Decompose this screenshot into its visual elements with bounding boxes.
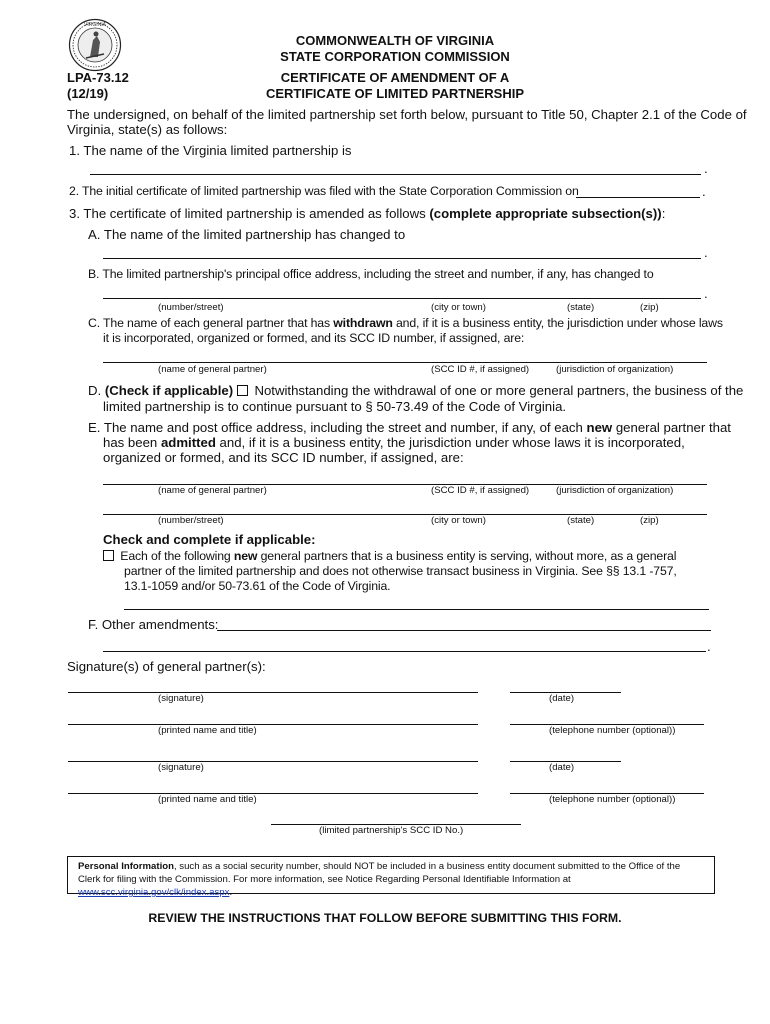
- itemC-line2: it is incorporated, organized or formed, and its SCC ID number, if assigned, are:: [103, 331, 525, 345]
- check-line2: partner of the limited partnership and does not otherwise transact business in Virginia. See §§ 13.1 -757,: [124, 564, 677, 578]
- label-gp-name: (name of general partner): [158, 364, 267, 375]
- other-amendments-field-2[interactable]: [103, 651, 706, 652]
- item2-text: 2. The initial certificate of limited partnership was filed with the State Corporation Commission on: [69, 184, 579, 198]
- label-printed-name-2: (printed name and title): [158, 794, 257, 805]
- form-date: (12/19): [67, 86, 109, 101]
- label-zip: (zip): [640, 302, 659, 313]
- form-number: LPA-73.12: [67, 70, 129, 85]
- label-street: (number/street): [158, 302, 224, 313]
- label-date-2: (date): [549, 762, 575, 773]
- label-city: (city or town): [431, 302, 486, 313]
- continue-business-checkbox[interactable]: [237, 385, 248, 396]
- seal-text: VIRGINIA: [84, 22, 106, 28]
- item3-text: 3. The certificate of limited partnership is amended as follows (complete appropriate subsection(s)):: [69, 206, 666, 221]
- header-commonwealth: COMMONWEALTH OF VIRGINIA: [295, 33, 495, 48]
- label-scc-id: (SCC ID #, if assigned): [431, 364, 530, 375]
- personal-info-notice: Personal Information, such as a social security number, should NOT be included in a business entity document submitted to the Office of the Clerk for filing with the Commission. For more information, see Notice Regarding Personal Identifiable Information at www.scc.virginia.gov/clk/index.aspx.: [67, 856, 715, 894]
- virginia-seal: [68, 18, 122, 72]
- itemF-end: .: [707, 639, 711, 654]
- label-jurisdiction-2: (jurisdiction of organization): [556, 485, 674, 496]
- signature-field-2[interactable]: [68, 761, 478, 762]
- footer-instructions: REVIEW THE INSTRUCTIONS THAT FOLLOW BEFORE SUBMITTING THIS FORM.: [148, 911, 622, 925]
- item2-end: .: [702, 184, 706, 199]
- label-scc-id-2: (SCC ID #, if assigned): [431, 485, 530, 496]
- printed-name-field-1[interactable]: [68, 724, 478, 725]
- withdrawn-partner-field[interactable]: [103, 362, 707, 363]
- item1-end: .: [704, 161, 708, 176]
- itemD-line1: D. (Check if applicable) Notwithstanding the withdrawal of one or more general partners, the business of the: [88, 383, 744, 398]
- label-lp-scc-id: (limited partnership's SCC ID No.): [319, 825, 464, 836]
- signature-field-1[interactable]: [68, 692, 478, 693]
- header-cert-amendment: CERTIFICATE OF AMENDMENT OF A: [280, 70, 510, 85]
- scc-link[interactable]: www.scc.virginia.gov/clk/index.aspx: [78, 887, 230, 898]
- intro-line2: Virginia, state(s) as follows:: [67, 122, 228, 137]
- itemE-line1: E. The name and post office address, including the street and number, if any, of each new general partner that: [88, 420, 731, 435]
- label-state-2: (state): [567, 515, 595, 526]
- item1-text: 1. The name of the Virginia limited partnership is: [69, 143, 352, 158]
- label-telephone-2: (telephone number (optional)): [549, 794, 676, 805]
- itemB-end: .: [704, 286, 708, 301]
- itemC-line1: C. The name of each general partner that has withdrawn and, if it is a business entity, the jurisdiction under whose laws: [88, 316, 723, 330]
- signature-heading: Signature(s) of general partner(s):: [67, 659, 266, 674]
- label-jurisdiction: (jurisdiction of organization): [556, 364, 674, 375]
- check-title: Check and complete if applicable:: [103, 532, 316, 547]
- itemD-line2: limited partnership is to continue pursuant to § 50-73.49 of the Code of Virginia.: [103, 399, 567, 414]
- initial-filing-date-field[interactable]: [576, 197, 700, 198]
- label-gp-name-2: (name of general partner): [158, 485, 267, 496]
- itemE-line2: has been admitted and, if it is a business entity, the jurisdiction under whose laws it is incorporated,: [103, 435, 685, 450]
- other-amendments-field[interactable]: [217, 630, 711, 631]
- itemE-line3: organized or formed, and its SCC ID number, if assigned, are:: [103, 450, 464, 465]
- label-state: (state): [567, 302, 595, 313]
- itemF-text: F. Other amendments:: [88, 617, 219, 632]
- label-street-2: (number/street): [158, 515, 224, 526]
- business-entity-partners-field[interactable]: [124, 609, 709, 610]
- intro-line1: The undersigned, on behalf of the limited partnership set forth below, pursuant to Title 50, Chapter 2.1 of the Code of: [67, 107, 747, 122]
- itemA-end: .: [704, 245, 708, 260]
- business-entity-checkbox[interactable]: [103, 550, 114, 561]
- printed-name-field-2[interactable]: [68, 793, 478, 794]
- check-line3: 13.1-1059 and/or 50-73.61 of the Code of Virginia.: [124, 579, 391, 593]
- label-date-1: (date): [549, 693, 575, 704]
- principal-office-address-field[interactable]: [103, 298, 701, 299]
- header-cert-lp: CERTIFICATE OF LIMITED PARTNERSHIP: [265, 86, 525, 101]
- label-city-2: (city or town): [431, 515, 486, 526]
- header-commission: STATE CORPORATION COMMISSION: [280, 49, 510, 64]
- itemA-text: A. The name of the limited partnership has changed to: [88, 227, 406, 242]
- label-signature-1: (signature): [158, 693, 204, 704]
- label-zip-2: (zip): [640, 515, 659, 526]
- check-line1: Each of the following new general partners that is a business entity is serving, without more, as a general: [103, 549, 676, 563]
- lp-name-field[interactable]: [90, 174, 701, 175]
- new-lp-name-field[interactable]: [103, 258, 701, 259]
- itemB-text: B. The limited partnership's principal office address, including the street and number, if any, has changed to: [88, 267, 654, 281]
- label-telephone-1: (telephone number (optional)): [549, 725, 676, 736]
- label-signature-2: (signature): [158, 762, 204, 773]
- label-printed-name-1: (printed name and title): [158, 725, 257, 736]
